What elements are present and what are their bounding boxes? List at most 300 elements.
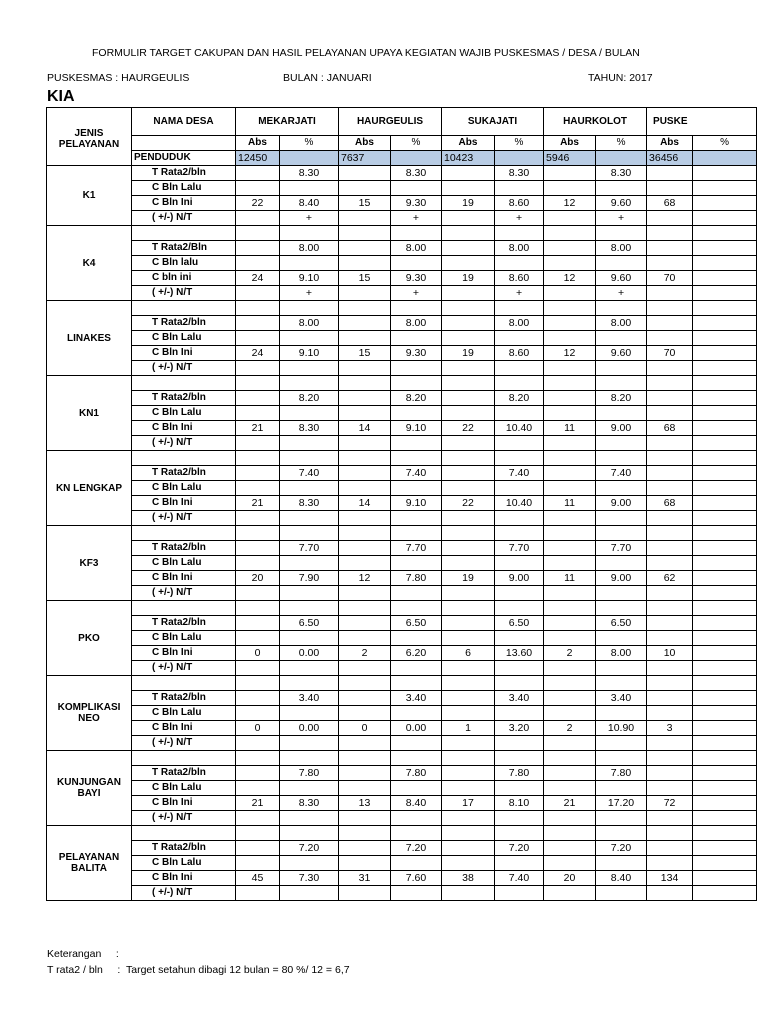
row-label: C Bln Ini [132, 346, 236, 361]
table-cell [647, 631, 693, 646]
table-cell: 9.30 [391, 196, 442, 211]
table-cell: 1 [442, 721, 495, 736]
table-cell [280, 436, 339, 451]
table-cell [544, 331, 596, 346]
table-cell [236, 886, 280, 901]
empty-cell [544, 376, 596, 391]
table-cell: 7.40 [495, 466, 544, 481]
table-cell [236, 316, 280, 331]
table-cell [647, 811, 693, 826]
table-cell: 19 [442, 571, 495, 586]
table-cell [647, 661, 693, 676]
table-cell [544, 256, 596, 271]
table-cell: 6.50 [495, 616, 544, 631]
empty-cell [442, 601, 495, 616]
table-cell [280, 631, 339, 646]
table-cell [236, 556, 280, 571]
table-cell [236, 256, 280, 271]
table-cell [391, 631, 442, 646]
empty-cell [132, 136, 236, 151]
table-cell: 8.00 [596, 316, 647, 331]
table-cell: 9.30 [391, 346, 442, 361]
table-cell [280, 331, 339, 346]
table-cell [442, 841, 495, 856]
table-row [47, 631, 757, 646]
table-cell: 12 [339, 571, 391, 586]
table-cell: 7.90 [280, 571, 339, 586]
table-cell [596, 256, 647, 271]
table-cell: 134 [647, 871, 693, 886]
empty-cell [596, 451, 647, 466]
table-cell: 8.30 [391, 166, 442, 181]
empty-cell [693, 406, 757, 421]
table-cell [544, 631, 596, 646]
table-cell [236, 781, 280, 796]
table-cell [647, 736, 693, 751]
table-row [47, 421, 757, 436]
table-cell [596, 886, 647, 901]
empty-cell [391, 826, 442, 841]
table-cell [280, 811, 339, 826]
spacer-row [47, 751, 757, 766]
table-cell [544, 736, 596, 751]
table-cell [596, 436, 647, 451]
row-label: T Rata2/bln [132, 316, 236, 331]
table-cell [647, 166, 693, 181]
table-row [47, 406, 757, 421]
empty-cell [693, 781, 757, 796]
table-row [47, 466, 757, 481]
table-cell [647, 766, 693, 781]
table-cell [442, 706, 495, 721]
table-cell [339, 736, 391, 751]
village-header: SUKAJATI [442, 108, 544, 136]
table-cell: 22 [236, 196, 280, 211]
table-cell [442, 361, 495, 376]
table-cell: 7.70 [495, 541, 544, 556]
table-cell [442, 331, 495, 346]
abs-header: Abs [647, 136, 693, 151]
table-cell [339, 586, 391, 601]
table-cell: 7.80 [391, 766, 442, 781]
table-cell [442, 616, 495, 631]
table-cell [339, 841, 391, 856]
table-cell [544, 661, 596, 676]
table-cell: + [495, 286, 544, 301]
table-cell [544, 286, 596, 301]
empty-cell [236, 601, 280, 616]
empty-cell [339, 676, 391, 691]
table-cell: 7.80 [391, 571, 442, 586]
table-cell: 10.40 [495, 421, 544, 436]
row-label: C Bln Lalu [132, 331, 236, 346]
empty-cell [693, 181, 757, 196]
table-cell [647, 406, 693, 421]
table-cell [647, 781, 693, 796]
empty-cell [132, 676, 236, 691]
table-cell [280, 781, 339, 796]
table-cell [544, 766, 596, 781]
empty-cell [693, 631, 757, 646]
table-cell: 9.10 [391, 496, 442, 511]
row-label: C Bln Lalu [132, 481, 236, 496]
table-cell: + [495, 211, 544, 226]
table-cell [442, 766, 495, 781]
table-cell [647, 481, 693, 496]
table-cell [495, 511, 544, 526]
table-cell [442, 481, 495, 496]
row-label: C Bln Lalu [132, 856, 236, 871]
table-cell: 24 [236, 271, 280, 286]
empty-cell [339, 301, 391, 316]
table-cell: 8.00 [391, 241, 442, 256]
empty-cell [339, 526, 391, 541]
col-header-nama-desa: NAMA DESA [132, 108, 236, 136]
table-row [47, 661, 757, 676]
table-cell: 6.50 [280, 616, 339, 631]
empty-cell [693, 691, 757, 706]
table-cell: 9.10 [280, 271, 339, 286]
table-row [47, 511, 757, 526]
table-cell: 8.00 [596, 646, 647, 661]
table-row [47, 241, 757, 256]
table-row [47, 691, 757, 706]
table-cell [339, 316, 391, 331]
table-cell [544, 481, 596, 496]
empty-cell [693, 346, 757, 361]
section-title: KIA [47, 88, 75, 105]
empty-cell [693, 571, 757, 586]
subheader-row [47, 136, 757, 151]
empty-cell [693, 496, 757, 511]
table-cell: 6 [442, 646, 495, 661]
table-row [47, 361, 757, 376]
table-cell: 8.20 [495, 391, 544, 406]
empty-cell [339, 451, 391, 466]
empty-cell [544, 826, 596, 841]
spacer-row [47, 451, 757, 466]
table-cell [544, 691, 596, 706]
table-cell [596, 736, 647, 751]
table-cell [495, 631, 544, 646]
row-label: ( +/-) N/T [132, 511, 236, 526]
table-cell [647, 241, 693, 256]
empty-cell [236, 226, 280, 241]
table-cell: 72 [647, 796, 693, 811]
table-cell: + [391, 286, 442, 301]
table-cell [280, 511, 339, 526]
table-cell [544, 616, 596, 631]
empty-cell [693, 451, 757, 466]
percent-header: % [280, 136, 339, 151]
table-cell: 8.30 [596, 166, 647, 181]
table-cell [544, 706, 596, 721]
population-fill [495, 151, 544, 166]
table-cell [339, 811, 391, 826]
year-label: TAHUN: 2017 [588, 72, 653, 84]
table-cell [495, 856, 544, 871]
empty-cell [544, 601, 596, 616]
table-cell: 0 [339, 721, 391, 736]
table-cell [280, 256, 339, 271]
empty-cell [236, 526, 280, 541]
row-label: T Rata2/Bln [132, 241, 236, 256]
table-cell: 9.00 [596, 496, 647, 511]
table-cell [339, 466, 391, 481]
table-cell [280, 481, 339, 496]
table-row [47, 811, 757, 826]
table-row [47, 316, 757, 331]
table-cell [495, 331, 544, 346]
empty-cell [693, 421, 757, 436]
table-cell [391, 811, 442, 826]
empty-cell [647, 826, 693, 841]
table-cell: 2 [339, 646, 391, 661]
village-header: HAURGEULIS [339, 108, 442, 136]
empty-cell [442, 676, 495, 691]
table-cell: + [280, 211, 339, 226]
abs-header: Abs [442, 136, 495, 151]
empty-cell [693, 331, 757, 346]
table-cell: 8.40 [596, 871, 647, 886]
empty-cell [495, 826, 544, 841]
table-cell: 10.40 [495, 496, 544, 511]
table-cell [495, 556, 544, 571]
empty-cell [495, 301, 544, 316]
table-cell [442, 781, 495, 796]
empty-cell [596, 526, 647, 541]
table-cell [596, 331, 647, 346]
table-cell [236, 211, 280, 226]
table-cell [236, 616, 280, 631]
row-label: ( +/-) N/T [132, 436, 236, 451]
table-cell [280, 361, 339, 376]
table-cell: 9.10 [391, 421, 442, 436]
table-cell [236, 466, 280, 481]
empty-cell [596, 676, 647, 691]
table-cell: + [596, 286, 647, 301]
table-cell [339, 616, 391, 631]
population-value: 5946 [544, 151, 596, 166]
empty-cell [132, 376, 236, 391]
table-cell [495, 436, 544, 451]
empty-cell [495, 526, 544, 541]
empty-cell [693, 886, 757, 901]
empty-cell [647, 301, 693, 316]
empty-cell [280, 826, 339, 841]
table-cell [442, 181, 495, 196]
table-cell: 45 [236, 871, 280, 886]
table-cell [544, 166, 596, 181]
table-cell: 0.00 [280, 721, 339, 736]
table-row [47, 331, 757, 346]
table-cell: 3.40 [391, 691, 442, 706]
empty-cell [391, 226, 442, 241]
table-cell [391, 781, 442, 796]
table-cell [596, 661, 647, 676]
empty-cell [693, 466, 757, 481]
table-cell [495, 481, 544, 496]
table-cell [442, 406, 495, 421]
report-table-container [46, 107, 729, 917]
spacer-row [47, 676, 757, 691]
table-cell [339, 481, 391, 496]
table-cell [647, 211, 693, 226]
table-cell [236, 736, 280, 751]
table-cell [391, 736, 442, 751]
empty-cell [236, 451, 280, 466]
empty-cell [442, 451, 495, 466]
empty-cell [339, 826, 391, 841]
footer-keterangan: Keterangan : [47, 948, 119, 960]
table-row [47, 586, 757, 601]
table-cell: 20 [544, 871, 596, 886]
empty-cell [495, 676, 544, 691]
table-cell [495, 406, 544, 421]
table-cell [236, 481, 280, 496]
table-cell [339, 211, 391, 226]
table-cell: + [280, 286, 339, 301]
table-cell: 24 [236, 346, 280, 361]
empty-cell [647, 226, 693, 241]
empty-cell [693, 436, 757, 451]
empty-cell [647, 376, 693, 391]
village-header: PUSKE [647, 108, 757, 136]
table-cell [544, 316, 596, 331]
table-cell: 7.40 [495, 871, 544, 886]
empty-cell [693, 616, 757, 631]
table-cell [544, 241, 596, 256]
empty-cell [693, 166, 757, 181]
table-row [47, 496, 757, 511]
row-label: ( +/-) N/T [132, 811, 236, 826]
table-cell: 70 [647, 346, 693, 361]
percent-header: % [391, 136, 442, 151]
table-cell [391, 361, 442, 376]
row-label: C Bln Lalu [132, 181, 236, 196]
table-cell: 15 [339, 346, 391, 361]
empty-cell [693, 196, 757, 211]
empty-cell [596, 601, 647, 616]
table-row [47, 286, 757, 301]
table-cell: 8.00 [495, 241, 544, 256]
table-cell: 70 [647, 271, 693, 286]
table-cell [544, 511, 596, 526]
empty-cell [693, 526, 757, 541]
empty-cell [391, 376, 442, 391]
table-cell [391, 181, 442, 196]
population-fill [596, 151, 647, 166]
table-cell [596, 556, 647, 571]
row-label: ( +/-) N/T [132, 661, 236, 676]
table-cell [339, 511, 391, 526]
table-cell [544, 541, 596, 556]
table-cell [647, 436, 693, 451]
row-label: C Bln Lalu [132, 706, 236, 721]
row-label: C Bln Ini [132, 571, 236, 586]
table-cell [339, 406, 391, 421]
table-cell [236, 166, 280, 181]
table-cell: 14 [339, 421, 391, 436]
empty-cell [693, 706, 757, 721]
table-cell: 8.40 [391, 796, 442, 811]
empty-cell [391, 526, 442, 541]
table-cell [442, 586, 495, 601]
table-cell [544, 211, 596, 226]
table-cell: 12 [544, 196, 596, 211]
table-cell [495, 886, 544, 901]
footer-note: T rata2 / bln : Target setahun dibagi 12 bulan = 80 %/ 12 = 6,7 [47, 964, 350, 976]
table-cell: 7.20 [280, 841, 339, 856]
table-cell [236, 541, 280, 556]
village-header: HAURKOLOT [544, 108, 647, 136]
empty-cell [339, 376, 391, 391]
table-row [47, 166, 757, 181]
table-cell: 8.00 [596, 241, 647, 256]
percent-header: % [495, 136, 544, 151]
table-row [47, 481, 757, 496]
table-cell [391, 511, 442, 526]
table-cell [280, 706, 339, 721]
table-cell [495, 736, 544, 751]
service-group-label: KF3 [47, 526, 132, 601]
col-header-jenis: JENIS PELAYANAN [47, 108, 132, 166]
empty-cell [693, 256, 757, 271]
table-cell [442, 691, 495, 706]
table-cell: 0.00 [280, 646, 339, 661]
empty-cell [544, 751, 596, 766]
table-cell: 7.20 [495, 841, 544, 856]
table-cell [391, 706, 442, 721]
table-cell: 21 [236, 496, 280, 511]
population-value: 12450 [236, 151, 280, 166]
table-cell [596, 511, 647, 526]
empty-cell [280, 526, 339, 541]
table-row [47, 736, 757, 751]
table-cell: 8.60 [495, 196, 544, 211]
table-cell [495, 181, 544, 196]
table-cell: 31 [339, 871, 391, 886]
table-cell [544, 466, 596, 481]
table-cell [544, 586, 596, 601]
empty-cell [544, 226, 596, 241]
table-cell [596, 361, 647, 376]
table-cell: 38 [442, 871, 495, 886]
table-cell [596, 631, 647, 646]
table-cell [280, 856, 339, 871]
table-cell: 6.20 [391, 646, 442, 661]
row-label: C Bln Lalu [132, 631, 236, 646]
table-cell [391, 886, 442, 901]
empty-cell [693, 871, 757, 886]
table-row [47, 646, 757, 661]
table-cell: 12 [544, 271, 596, 286]
puskesmas-label: PUSKESMAS : HAURGEULIS [47, 72, 190, 84]
table-cell [339, 661, 391, 676]
table-cell [236, 436, 280, 451]
row-label: C Bln lalu [132, 256, 236, 271]
empty-cell [596, 226, 647, 241]
table-cell: 7.80 [280, 766, 339, 781]
table-row [47, 766, 757, 781]
table-cell [442, 316, 495, 331]
table-cell [339, 436, 391, 451]
population-value: 7637 [339, 151, 391, 166]
row-label: C Bln Ini [132, 646, 236, 661]
table-cell: 8.30 [280, 421, 339, 436]
table-cell [544, 856, 596, 871]
table-cell [442, 286, 495, 301]
